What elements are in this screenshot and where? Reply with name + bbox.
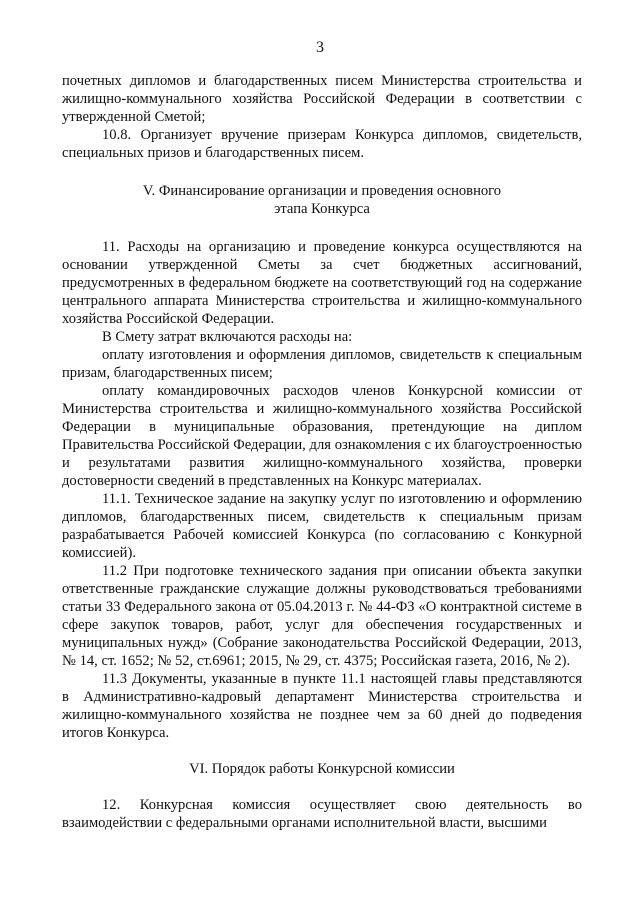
paragraph-oplata-travel: оплату командировочных расходов членов Конкурсной комиссии от Министерства строительства и жилищно-коммунального хозяйства Российской Федерации в муниципальные образования, претендующие на диплом Правительства Российской Федерации, для ознакомления с их благоустроенностью и результатами развития жилищно-коммунального хозяйства, проверки достоверности сведений в представленных на Конкурс материалах.: [62, 383, 582, 489]
paragraph-11-2: 11.2 При подготовке технического задания при описании объекта закупки ответственные гражданские служащие должны руководствоваться требованиями статьи 33 Федерального закона от 05.04.2013 г. № 44-ФЗ «О контрактной системе в сфере закупок товаров, работ, услуг для обеспечения государственных и муниципальных нужд» (Собрание законодательства Российской Федерации, 2013, № 14, ст. 1652; № 52, ст.6961; 2015, № 29, ст. 4375; Российская газета, 2016, № 2).: [62, 563, 582, 669]
document-body: [62, 72, 582, 832]
paragraph-continuation: почетных дипломов и благодарственных писем Министерства строительства и жилищно-коммунального хозяйства Российской Федерации в соответствии с утвержденной Сметой;: [62, 73, 582, 125]
paragraph-10-8: 10.8. Организует вручение призерам Конкурса дипломов, свидетельств, специальных призов и благодарственных писем.: [62, 127, 582, 161]
paragraph-11: 11. Расходы на организацию и проведение конкурса осуществляются на основании утвержденной Сметы за счет бюджетных ассигнований, предусмотренных в федеральном бюджете на соответствующий год на содержание центрального аппарата Министерства строительства и жилищно-коммунального хозяйства Российской Федерации.: [62, 239, 582, 327]
paragraph-12: 12. Конкурсная комиссия осуществляет свою деятельность во взаимодействии с федеральными органами исполнительной власти, высшими: [62, 797, 582, 831]
section-5-heading-line-2: этапа Конкурса: [274, 201, 370, 217]
paragraph-oplata-diplomas: оплату изготовления и оформления дипломов, свидетельств к специальным призам, благодарственных писем;: [62, 347, 582, 381]
page-number: 3: [316, 39, 324, 56]
paragraph-11-3: 11.3 Документы, указанные в пункте 11.1 настоящей главы представляются в Административно-кадровый департамент Министерства строительства и жилищно-коммунального хозяйства не позднее чем за 60 дней до подведения итогов Конкурса.: [62, 671, 582, 741]
paragraph-11-1: 11.1. Техническое задание на закупку услуг по изготовлению и оформлению дипломов, благодарственных писем, свидетельств к специальным призам разрабатывается Рабочей комиссией Конкурса (по согласованию с Конкурной комиссией).: [62, 491, 582, 561]
section-5-heading-line-1: V. Финансирование организации и проведения основного: [142, 183, 502, 199]
section-6-heading: VI. Порядок работы Конкурсной комиссии: [189, 761, 455, 777]
paragraph-smeta: В Смету затрат включаются расходы на:: [102, 329, 353, 345]
